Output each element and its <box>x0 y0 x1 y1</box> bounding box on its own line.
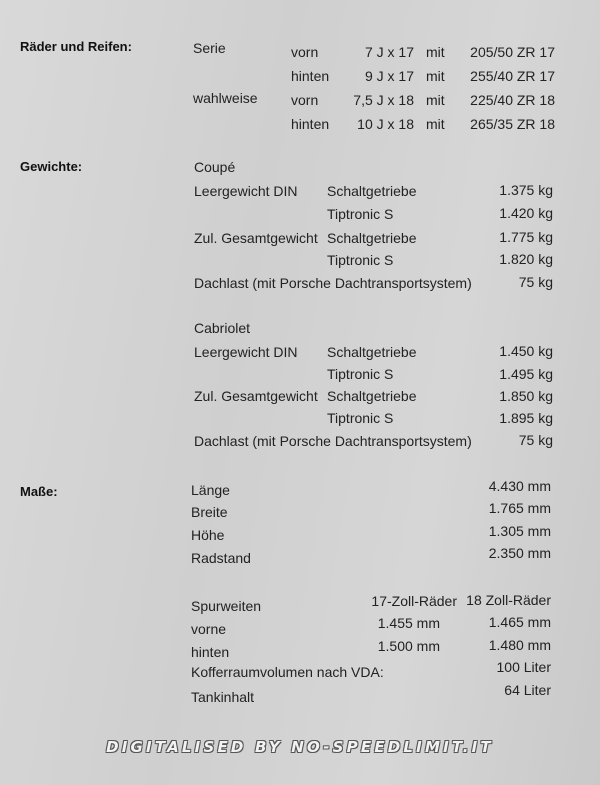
weights-heading: Gewichte: <box>20 159 83 174</box>
trunk-value: 100 Liter <box>496 659 551 675</box>
coupe-gesamt-schalt: 1.775 kg <box>499 229 553 245</box>
dim-value: 1.305 mm <box>488 523 551 539</box>
track-col17: 17-Zoll-Räder <box>371 593 457 609</box>
cabriolet-gesamt-schalt: 1.850 kg <box>499 388 553 404</box>
coupe-gesamt-tip: 1.820 kg <box>499 251 553 267</box>
coupe-schalt-label: Schaltgetriebe <box>327 183 417 199</box>
dim-label: Radstand <box>191 550 251 566</box>
trunk-label: Kofferraumvolumen nach VDA: <box>191 664 384 680</box>
cabriolet-leer-schalt: 1.450 kg <box>499 343 553 359</box>
wheel-rim: 10 J x 18 <box>357 116 414 132</box>
tank-label: Tankinhalt <box>191 689 255 705</box>
wheels-serie-label: Serie <box>193 40 226 56</box>
track-rear-label: hinten <box>191 644 230 660</box>
coupe-leer-label: Leergewicht DIN <box>194 183 298 199</box>
coupe-tip-label: Tiptronic S <box>327 252 394 268</box>
wheel-tire: 225/40 ZR 18 <box>470 92 555 108</box>
track-col18: 18 Zoll-Räder <box>466 592 551 608</box>
dimensions-heading: Maße: <box>20 484 58 499</box>
wheel-mit: mit <box>426 92 445 108</box>
wheel-mit: mit <box>426 68 445 84</box>
cabriolet-gesamt-label: Zul. Gesamtgewicht <box>194 388 318 404</box>
wheel-axle: hinten <box>291 68 330 84</box>
cabriolet-leer-label: Leergewicht DIN <box>194 344 298 360</box>
wheel-tire: 265/35 ZR 18 <box>470 116 555 132</box>
wheel-rim: 9 J x 17 <box>364 68 414 84</box>
dim-label: Breite <box>191 504 228 520</box>
track-front18: 1.465 mm <box>488 614 551 630</box>
cabriolet-dach-value: 75 kg <box>518 432 553 448</box>
cabriolet-title: Cabriolet <box>194 320 251 336</box>
track-front17: 1.455 mm <box>377 615 440 631</box>
wheel-rim: 7 J x 17 <box>364 44 414 60</box>
track-front-label: vorne <box>191 621 227 637</box>
wheel-tire: 255/40 ZR 17 <box>470 68 555 84</box>
wheel-mit: mit <box>426 116 445 132</box>
tank-value: 64 Liter <box>504 682 551 698</box>
track-label: Spurweiten <box>191 598 262 614</box>
cabriolet-schalt-label: Schaltgetriebe <box>327 388 417 404</box>
coupe-dach-label: Dachlast (mit Porsche Dachtransportsystem) <box>194 275 472 291</box>
coupe-tip-label: Tiptronic S <box>327 206 394 222</box>
coupe-dach-value: 75 kg <box>518 274 553 290</box>
dim-value: 1.765 mm <box>488 500 551 516</box>
cabriolet-schalt-label: Schaltgetriebe <box>327 344 417 360</box>
track-rear18: 1.480 mm <box>488 637 551 653</box>
dim-label: Höhe <box>191 527 225 543</box>
wheel-tire: 205/50 ZR 17 <box>470 44 555 60</box>
wheel-rim: 7,5 J x 18 <box>353 92 414 108</box>
watermark-text: DIGITALISED BY NO-SPEEDLIMIT.IT <box>106 738 494 756</box>
cabriolet-tip-label: Tiptronic S <box>327 410 394 426</box>
wheel-mit: mit <box>426 44 445 60</box>
track-rear17: 1.500 mm <box>377 638 440 654</box>
dim-value: 2.350 mm <box>488 545 551 561</box>
coupe-schalt-label: Schaltgetriebe <box>327 230 417 246</box>
coupe-leer-schalt: 1.375 kg <box>499 182 553 198</box>
coupe-gesamt-label: Zul. Gesamtgewicht <box>194 230 318 246</box>
wheel-axle: hinten <box>291 116 330 132</box>
cabriolet-gesamt-tip: 1.895 kg <box>499 410 553 426</box>
cabriolet-dach-label: Dachlast (mit Porsche Dachtransportsystem) <box>194 433 472 449</box>
dim-label: Länge <box>191 482 230 498</box>
dim-value: 4.430 mm <box>488 478 551 494</box>
coupe-leer-tip: 1.420 kg <box>499 205 553 221</box>
wheel-axle: vorn <box>291 44 319 60</box>
wheel-axle: vorn <box>291 92 319 108</box>
cabriolet-tip-label: Tiptronic S <box>327 366 394 382</box>
coupe-title: Coupé <box>194 159 236 175</box>
wheels-optional-label: wahlweise <box>193 90 258 106</box>
wheels-heading: Räder und Reifen: <box>20 39 132 54</box>
cabriolet-leer-tip: 1.495 kg <box>499 366 553 382</box>
